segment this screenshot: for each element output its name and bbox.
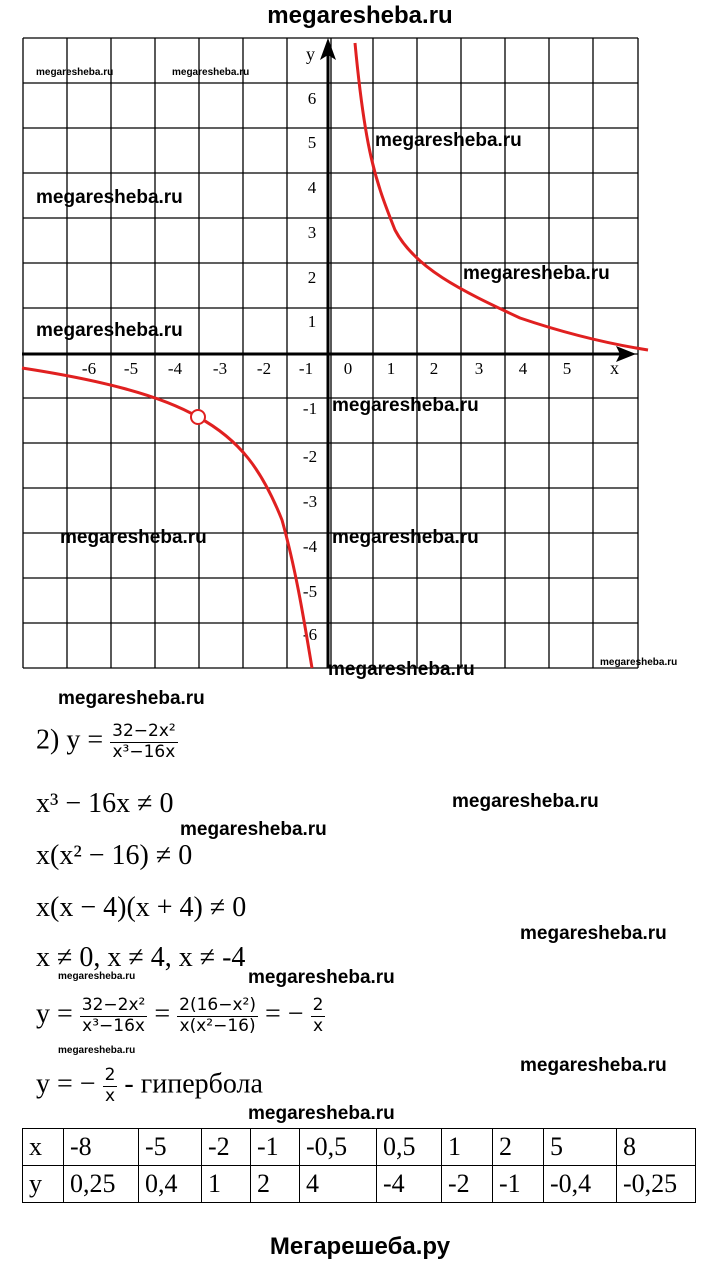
- watermark: megaresheba.ru: [58, 1045, 136, 1056]
- denominator: x(x²−16): [179, 1015, 256, 1036]
- item-label: 2) y =: [36, 724, 104, 756]
- watermark: megaresheba.ru: [36, 67, 114, 78]
- fraction: [110, 722, 178, 762]
- hyperbola-branch-right: [355, 43, 648, 350]
- table-cell: -1: [251, 1129, 300, 1166]
- y-tick-label: -3: [302, 492, 318, 511]
- equals: =: [154, 998, 171, 1030]
- y-tick-label: 2: [307, 268, 317, 287]
- watermark: megaresheba.ru: [172, 67, 250, 78]
- table-cell: y: [23, 1166, 64, 1203]
- solution-line-1: [36, 722, 178, 762]
- table-cell: 1: [442, 1129, 493, 1166]
- table-cell: -0,4: [544, 1166, 617, 1203]
- tick-labels: [82, 44, 619, 644]
- watermark: megaresheba.ru: [58, 971, 136, 982]
- watermark: megaresheba.ru: [332, 395, 479, 416]
- table-cell: 1: [202, 1166, 251, 1203]
- solution-line-2: x³ − 16x ≠ 0: [36, 788, 174, 819]
- watermark: megaresheba.ru: [328, 659, 475, 680]
- lhs: y =: [36, 998, 73, 1030]
- x-tick-label: 2: [429, 359, 439, 378]
- equals-minus: = −: [265, 998, 304, 1030]
- numerator: 2(16−x²): [179, 995, 257, 1015]
- y-tick-label: -4: [302, 537, 318, 556]
- solution-line-6: [36, 996, 325, 1036]
- solution-line-4: x(x − 4)(x + 4) ≠ 0: [36, 892, 247, 923]
- y-tick-label: 3: [307, 223, 317, 242]
- table-cell: -5: [139, 1129, 202, 1166]
- table-cell: 4: [300, 1166, 377, 1203]
- table-cell: -8: [64, 1129, 139, 1166]
- x-tick-label: 4: [518, 359, 528, 378]
- y-tick-label: 6: [307, 89, 317, 108]
- numerator: 32−2x²: [112, 721, 176, 741]
- lhs: y = −: [36, 1068, 96, 1100]
- watermark: megaresheba.ru: [180, 819, 327, 840]
- numerator: 2: [104, 1065, 116, 1085]
- watermark: megaresheba.ru: [248, 967, 395, 988]
- numerator: 2: [312, 995, 324, 1015]
- watermark: megaresheba.ru: [58, 688, 205, 709]
- watermark: megaresheba.ru: [36, 187, 183, 208]
- table-row-y: [23, 1166, 696, 1203]
- table-cell: -2: [202, 1129, 251, 1166]
- table-row-x: [23, 1129, 696, 1166]
- rhs-text: - гипербола: [124, 1068, 263, 1100]
- y-axis-label: y: [306, 44, 315, 64]
- watermark: megaresheba.ru: [248, 1103, 395, 1124]
- table-cell: 0,5: [377, 1129, 442, 1166]
- axes: [22, 38, 636, 668]
- x-tick-label: 1: [386, 359, 396, 378]
- watermark: megaresheba.ru: [60, 527, 207, 548]
- fraction: [103, 1066, 118, 1106]
- x-tick-label: -2: [256, 359, 272, 378]
- denominator: x³−16x: [82, 1015, 145, 1036]
- y-tick-label: 4: [307, 178, 317, 197]
- x-tick-label: 5: [562, 359, 572, 378]
- fraction: [177, 996, 258, 1036]
- denominator: x: [104, 1085, 116, 1106]
- y-tick-label: -5: [302, 582, 318, 601]
- watermark: megaresheba.ru: [463, 263, 610, 284]
- table-cell: 8: [617, 1129, 696, 1166]
- value-table: [22, 1128, 696, 1203]
- x-tick-label: 0: [343, 359, 353, 378]
- table-cell: 2: [493, 1129, 544, 1166]
- table-cell: 0,25: [64, 1166, 139, 1203]
- fraction: [80, 996, 148, 1036]
- x-axis-label: x: [610, 358, 619, 378]
- denominator: x³−16x: [112, 741, 176, 762]
- x-tick-label: -4: [167, 359, 183, 378]
- y-tick-label: -1: [302, 399, 318, 418]
- table-cell: -2: [442, 1166, 493, 1203]
- table-cell: 2: [251, 1166, 300, 1203]
- x-tick-label: 3: [474, 359, 484, 378]
- y-tick-label: 1: [307, 312, 317, 331]
- x-tick-label: -6: [81, 359, 97, 378]
- denominator: x: [312, 1015, 324, 1036]
- table-cell: -1: [493, 1166, 544, 1203]
- watermark: megaresheba.ru: [375, 130, 522, 151]
- watermark: megaresheba.ru: [332, 527, 479, 548]
- watermark: megaresheba.ru: [36, 320, 183, 341]
- table-cell: x: [23, 1129, 64, 1166]
- y-tick-label: 5: [307, 133, 317, 152]
- site-header: megaresheba.ru: [267, 2, 453, 29]
- y-tick-label: -6: [302, 625, 318, 644]
- numerator: 32−2x²: [81, 995, 146, 1015]
- solution-line-7: [36, 1066, 263, 1106]
- table-cell: -0,5: [300, 1129, 377, 1166]
- x-tick-label: -5: [123, 359, 139, 378]
- solution-line-3: x(x² − 16) ≠ 0: [36, 840, 193, 871]
- site-footer: Мегарешеба.ру: [269, 1233, 451, 1260]
- x-tick-label: -3: [212, 359, 228, 378]
- fraction: [311, 996, 326, 1036]
- y-tick-label: -2: [302, 447, 318, 466]
- table-cell: -0,25: [617, 1166, 696, 1203]
- watermark: megaresheba.ru: [600, 657, 678, 668]
- watermark: megaresheba.ru: [452, 791, 599, 812]
- table-cell: 0,4: [139, 1166, 202, 1203]
- solution-line-5: x ≠ 0, x ≠ 4, x ≠ -4: [36, 942, 246, 973]
- x-tick-label: -1: [298, 359, 314, 378]
- watermark: megaresheba.ru: [520, 1055, 667, 1076]
- table-cell: 5: [544, 1129, 617, 1166]
- excluded-point: [191, 410, 205, 424]
- watermark: megaresheba.ru: [520, 923, 667, 944]
- table-cell: -4: [377, 1166, 442, 1203]
